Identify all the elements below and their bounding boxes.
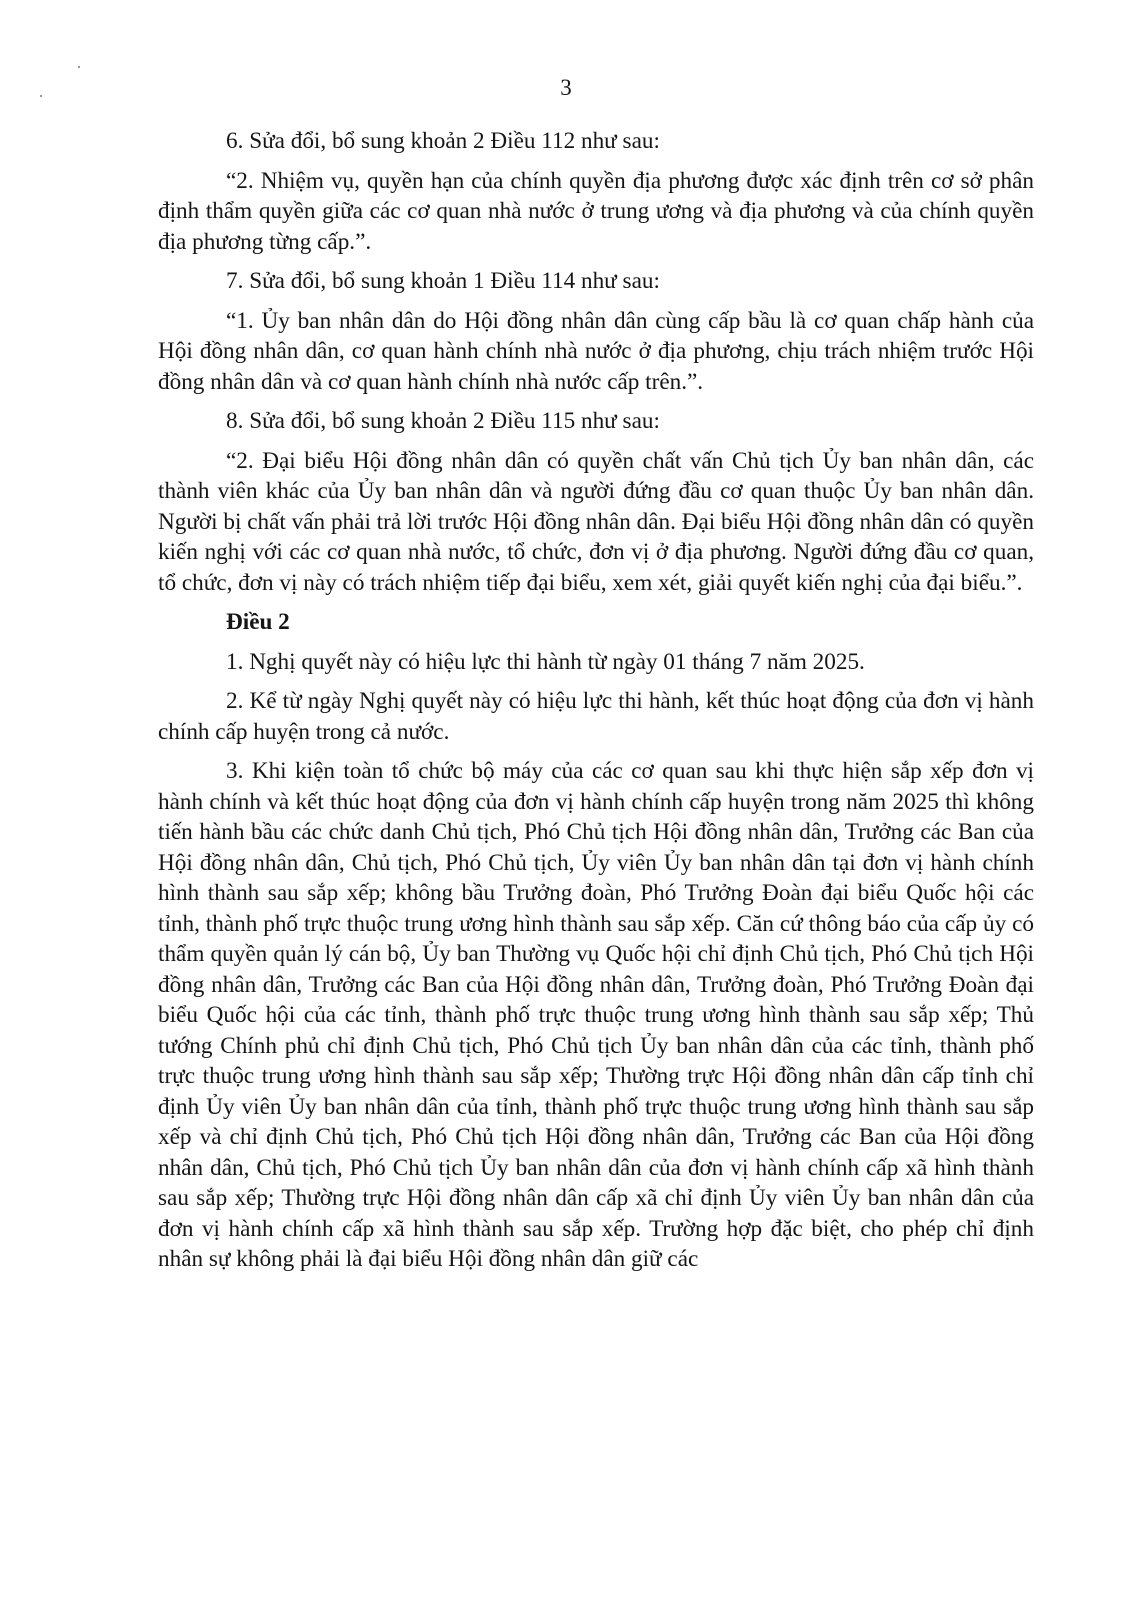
amendment-6-text: “2. Nhiệm vụ, quyền hạn của chính quyền địa phương được xác định trên cơ sở phân định thẩm quyền giữa các cơ quan nhà nước ở trung ương và địa phương và của chính quyền địa phương từng cấp.”. <box>158 167 1034 255</box>
amendment-8-title: 8. Sửa đổi, bổ sung khoản 2 Điều 115 như sau: <box>226 408 660 434</box>
article-2-clause-3: 3. Khi kiện toàn tổ chức bộ máy của các cơ quan sau khi thực hiện sắp xếp đơn vị hành chính và kết thúc hoạt động của đơn vị hành chính cấp huyện trong năm 2025 thì không tiến hành bầu các chức danh Chủ tịch, Phó Chủ tịch Hội đồng nhân dân, Trưởng các Ban của Hội đồng nhân dân, Chủ tịch, Phó Chủ tịch, Ủy viên Ủy ban nhân dân tại đơn vị hành chính hình thành sau sắp xếp; không bầu Trưởng đoàn, Phó Trưởng Đoàn đại biểu Quốc hội các tỉnh, thành phố trực thuộc trung ương hình thành sau sắp xếp. Căn cứ thông báo của cấp ủy có thẩm quyền quản lý cán bộ, Ủy ban Thường vụ Quốc hội chỉ định Chủ tịch, Phó Chủ tịch Hội đồng nhân dân, Trưởng các Ban của Hội đồng nhân dân, Trưởng đoàn, Phó Trưởng Đoàn đại biểu Quốc hội của các tỉnh, thành phố trực thuộc trung ương hình thành sau sắp xếp; Thủ tướng Chính phủ chỉ định Chủ tịch, Phó Chủ tịch Ủy ban nhân dân của các tỉnh, thành phố trực thuộc trung ương hình thành sau sắp xếp; Thường trực Hội đồng nhân dân cấp tỉnh chỉ định Ủy viên Ủy ban nhân dân của tỉnh, thành phố trực thuộc trung ương hình thành sau sắp xếp và chỉ định Chủ tịch, Phó Chủ tịch Hội đồng nhân dân, Trưởng các Ban của Hội đồng nhân dân, Chủ tịch, Phó Chủ tịch Ủy ban nhân dân của đơn vị hành chính cấp xã hình thành sau sắp xếp; Thường trực Hội đồng nhân dân cấp xã chỉ định Ủy viên Ủy ban nhân dân của đơn vị hành chính cấp xã hình thành sau sắp xếp. Trường hợp đặc biệt, cho phép chỉ định nhân sự không phải là đại biểu Hội đồng nhân dân giữ các <box>158 758 1034 1272</box>
article-2-heading: Điều 2 <box>226 609 290 635</box>
page-number: 3 <box>560 75 572 100</box>
amendment-6-title: 6. Sửa đổi, bổ sung khoản 2 Điều 112 như sau: <box>226 128 660 154</box>
amendment-7-title: 7. Sửa đổi, bổ sung khoản 1 Điều 114 như sau: <box>226 268 660 294</box>
amendment-7-text: “1. Ủy ban nhân dân do Hội đồng nhân dân cùng cấp bầu là cơ quan chấp hành của Hội đồng nhân dân, cơ quan hành chính nhà nước ở địa phương, chịu trách nhiệm trước Hội đồng nhân dân và cơ quan hành chính nhà nước cấp trên.”. <box>158 307 1034 395</box>
article-2-clause-1: 1. Nghị quyết này có hiệu lực thi hành từ ngày 01 tháng 7 năm 2025. <box>226 648 865 675</box>
amendment-8-text: “2. Đại biểu Hội đồng nhân dân có quyền chất vấn Chủ tịch Ủy ban nhân dân, các thành viên khác của Ủy ban nhân dân và người đứng đầu cơ quan thuộc Ủy ban nhân dân. Người bị chất vấn phải trả lời trước Hội đồng nhân dân. Đại biểu Hội đồng nhân dân có quyền kiến nghị với các cơ quan nhà nước, tổ chức, đơn vị ở địa phương. Người đứng đầu cơ quan, tổ chức, đơn vị này có trách nhiệm tiếp đại biểu, xem xét, giải quyết kiến nghị của đại biểu.”. <box>158 447 1034 596</box>
article-2-clause-2: 2. Kể từ ngày Nghị quyết này có hiệu lực thi hành, kết thúc hoạt động của đơn vị hành chính cấp huyện trong cả nước. <box>158 688 1034 745</box>
document-body <box>158 126 1034 1284</box>
scan-speck <box>78 66 80 68</box>
